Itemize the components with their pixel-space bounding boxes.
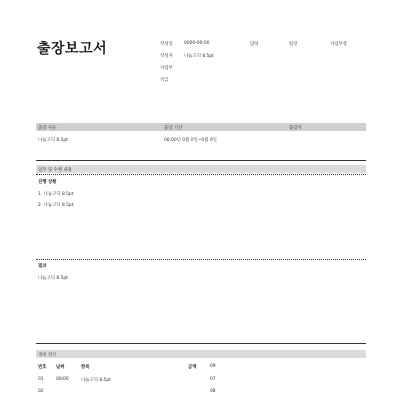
expense-row-no: 01 (38, 377, 44, 382)
trip-reason-value: 나눔고딕 8.5pt (38, 138, 68, 143)
col-date-header: 날짜 (56, 365, 65, 370)
result-title: 결과 (38, 264, 47, 269)
progress-title: 진행 상황 (38, 180, 57, 185)
expenses-header-bar (36, 350, 366, 358)
expense-side-no: 07 (210, 377, 216, 382)
divider (36, 174, 366, 175)
col-item-header: 항목 (81, 365, 90, 370)
trip-info-header-bar (36, 123, 366, 131)
date-value: 0000-00-00 (184, 41, 210, 46)
expense-side-no: 09 (210, 364, 216, 369)
trip-period-value: 00:00년 0월 0일~0월 0일 (164, 138, 217, 143)
approval-division-head: 사업부장 (330, 42, 347, 47)
expense-row-item: 나눔고딕 8.5pt (81, 378, 111, 383)
expenses-header: 경비 정산 (38, 352, 57, 358)
duties-header: 업무 및 수행 내용 (38, 167, 72, 173)
duty-item: 2. 나눔고딕 8.5pt (38, 203, 74, 208)
trip-period-header: 출장 기간 (164, 125, 183, 131)
approval-staff: 담당 (250, 42, 259, 47)
date-label: 작성일 (160, 42, 173, 47)
trip-location-header: 출장지 (289, 125, 302, 131)
col-amount-header: 금액 (188, 365, 197, 370)
rank-label: 직급 (160, 78, 169, 83)
col-no-header: 번호 (38, 365, 47, 370)
page-title: 출장보고서 (37, 41, 108, 57)
author-label: 작성자 (160, 54, 173, 59)
result-value: 나눔고딕 8.5pt (38, 276, 68, 281)
dept-label: 사업부 (160, 66, 173, 71)
divider (36, 160, 366, 161)
duty-item: 1. 나눔고딕 8.5pt (38, 192, 74, 197)
author-value: 나눔고딕 8.5pt (184, 54, 214, 59)
expense-side-no: 08 (210, 389, 216, 394)
expense-row-no: 02 (38, 389, 44, 394)
trip-reason-header: 출장 사유 (38, 125, 57, 131)
divider (36, 343, 366, 344)
divider (36, 259, 366, 260)
approval-team-lead: 팀장 (289, 42, 298, 47)
expense-row-date: 00/00 (56, 377, 69, 382)
duties-header-bar (36, 165, 366, 173)
